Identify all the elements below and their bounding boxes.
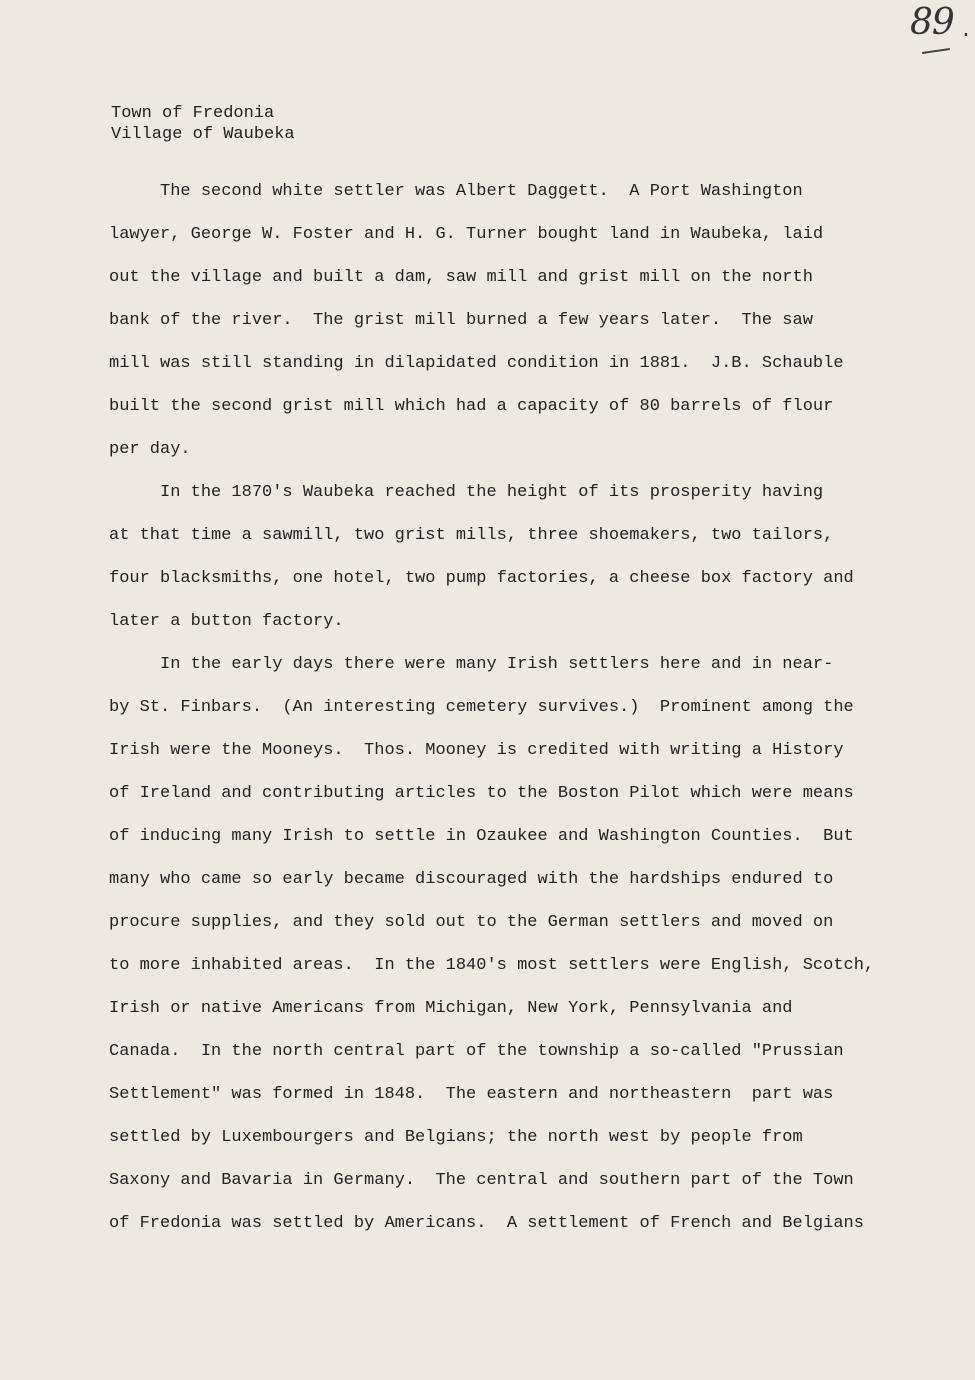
text-line: at that time a sawmill, two grist mills, three shoemakers, two tailors, [109,526,834,545]
text-line: by St. Finbars. (An interesting cemetery survives.) Prominent among the [109,698,854,717]
document-header [111,103,295,145]
page-number-dot: . [960,20,973,43]
text-line: of Fredonia was settled by Americans. A settlement of French and Belgians [109,1214,864,1233]
text-line: per day. [109,440,191,459]
text-line: In the early days there were many Irish settlers here and in near- [109,655,834,674]
text-line: In the 1870's Waubeka reached the height of its prosperity having [109,483,824,502]
text-line: lawyer, George W. Foster and H. G. Turner bought land in Waubeka, laid [109,225,824,244]
text-line: mill was still standing in dilapidated condition in 1881. J.B. Schauble [109,354,844,373]
text-line: of Ireland and contributing articles to the Boston Pilot which were means [109,784,854,803]
text-line: Irish were the Mooneys. Thos. Mooney is credited with writing a History [109,741,844,760]
header-town: Town of Fredonia [111,104,275,123]
text-line: Saxony and Bavaria in Germany. The central and southern part of the Town [109,1171,854,1190]
text-line: procure supplies, and they sold out to the German settlers and moved on [109,913,834,932]
page-number-underline [922,48,950,54]
text-line: later a button factory. [109,612,344,631]
text-line: built the second grist mill which had a capacity of 80 barrels of flour [109,397,834,416]
text-line: The second white settler was Albert Daggett. A Port Washington [109,182,803,201]
text-line: bank of the river. The grist mill burned a few years later. The saw [109,311,813,330]
text-line: to more inhabited areas. In the 1840's most settlers were English, Scotch, [109,956,875,975]
text-line: Irish or native Americans from Michigan, New York, Pennsylvania and [109,999,793,1018]
text-line: of inducing many Irish to settle in Ozaukee and Washington Counties. But [109,827,854,846]
page-number: 89 [910,2,954,43]
text-line: out the village and built a dam, saw mill and grist mill on the north [109,268,813,287]
text-line: many who came so early became discouraged with the hardships endured to [109,870,834,889]
text-line: four blacksmiths, one hotel, two pump factories, a cheese box factory and [109,569,854,588]
text-line: settled by Luxembourgers and Belgians; the north west by people from [109,1128,803,1147]
text-line: Canada. In the north central part of the township a so-called "Prussian [109,1042,844,1061]
header-village: Village of Waubeka [111,125,295,144]
text-line: Settlement" was formed in 1848. The eastern and northeastern part was [109,1085,834,1104]
